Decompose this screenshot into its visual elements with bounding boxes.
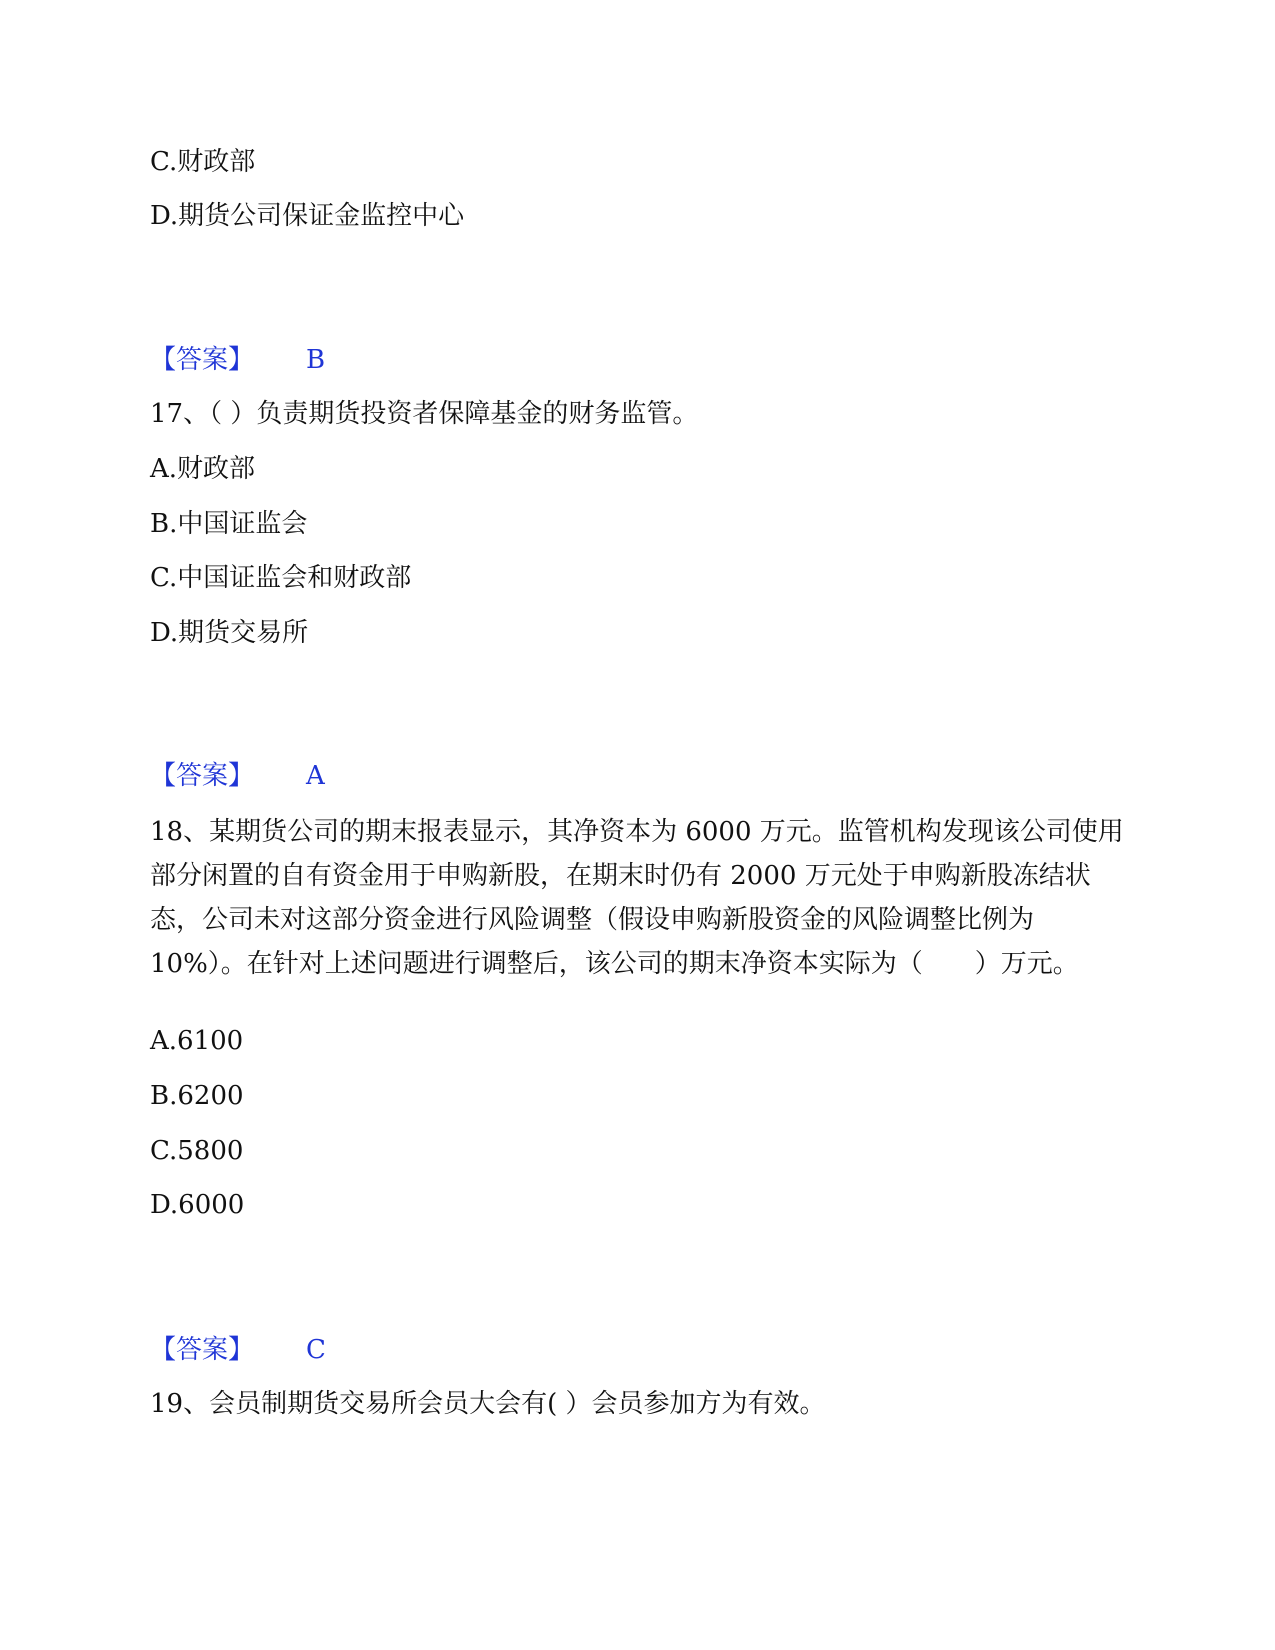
answer-value: A [306, 761, 325, 791]
q17-option-c: C.中国证监会和财政部 [150, 563, 412, 593]
q18-option-d: D.6000 [150, 1190, 245, 1220]
q18-option-b: B.6200 [150, 1081, 244, 1111]
q17-option-b: B.中国证监会 [150, 509, 308, 539]
q18-option-a: A.6100 [150, 1026, 244, 1056]
q18-stem: 18、某期货公司的期末报表显示，其净资本为 6000 万元。监管机构发现该公司使用部分闲置的自有资金用于申购新股，在期末时仍有 2000 万元处于申购新股冻结状态，公司未对这部分资金进行风险调整（假设申购新股资金的风险调整比例为 10%）。在针对上述问题进行调整后，该公司的期末净资本实际为（ ）万元。 [150, 817, 1124, 979]
q17-answer [150, 756, 325, 796]
answer-label: 【答案】 [150, 761, 255, 791]
q16-answer [150, 340, 325, 380]
answer-value: C [306, 1335, 326, 1365]
q19-stem: 19、会员制期货交易所会员大会有( ）会员参加方为有效。 [150, 1389, 826, 1419]
q16-option-c: C.财政部 [150, 147, 256, 177]
q17-option-d: D.期货交易所 [150, 618, 309, 648]
q17-option-a: A.财政部 [150, 454, 256, 484]
answer-label: 【答案】 [150, 1335, 255, 1365]
q17-stem: 17、（ ）负责期货投资者保障基金的财务监管。 [150, 399, 699, 429]
q18-option-c: C.5800 [150, 1136, 244, 1166]
answer-label: 【答案】 [150, 345, 255, 375]
q16-option-d: D.期货公司保证金监控中心 [150, 201, 465, 231]
answer-value: B [306, 345, 326, 375]
q18-answer [150, 1330, 326, 1370]
